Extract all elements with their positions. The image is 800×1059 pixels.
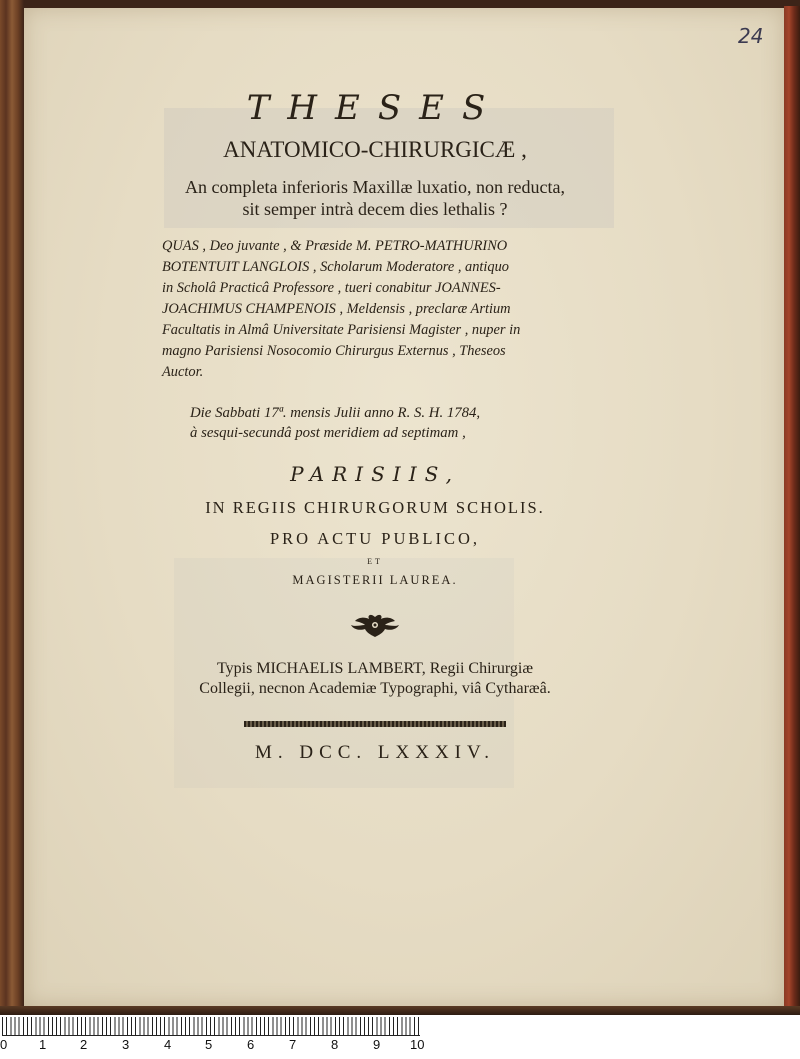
imprint-line: Typis MICHAELIS LAMBERT, Regii Chirurgiæ (217, 660, 533, 677)
paragraph-line: Facultatis in Almâ Universitate Parisiensi Magister , nuper in (162, 322, 521, 338)
ruler-label: 1 (39, 1037, 47, 1052)
laurea-line: MAGISTERII LAUREA. (292, 573, 458, 587)
date-line: à sesqui-secundâ post meridiem ad septimam , (190, 425, 466, 441)
ruler-label: 3 (122, 1037, 130, 1052)
paragraph-line: magno Parisiensi Nosocomio Chirurgus Externus , Theseos (162, 343, 506, 359)
ruler-label: 5 (205, 1037, 213, 1052)
defense-paragraph (150, 236, 600, 383)
decorative-rule (244, 721, 506, 727)
imprint-line: Collegii, necnon Academiæ Typographi, viâ Cytharæâ. (199, 680, 551, 697)
floral-ornament-icon (345, 611, 405, 641)
ruler-label: 9 (373, 1037, 381, 1052)
title-page-text (150, 80, 600, 765)
ruler-label: 0 (0, 1037, 8, 1052)
publication-year: M. DCC. LXXXIV. (254, 742, 496, 763)
ruler-label: 6 (247, 1037, 255, 1052)
et-word: ET (367, 557, 383, 566)
ruler-label: 10 (410, 1037, 425, 1052)
paragraph-line: in Scholâ Practicâ Professore , tueri conabitur JOANNES- (162, 280, 501, 296)
date-line: Die Sabbati 17ª. mensis Julii anno R. S. H. 1784, (190, 405, 481, 421)
ruler-ticks (2, 1017, 420, 1036)
imprint (150, 659, 600, 699)
place-name: PARISIIS, (290, 462, 460, 486)
question-line: An completa inferioris Maxillæ luxatio, non reducta, (185, 177, 565, 197)
paragraph-line: BOTENTUIT LANGLOIS , Scholarum Moderatore , antiquo (162, 259, 509, 275)
paragraph-line: QUAS , Deo juvante , & Præside M. PETRO-MATHURINO (162, 238, 508, 254)
ruler-label: 8 (331, 1037, 339, 1052)
thesis-question (150, 176, 600, 220)
ruler-label: 4 (164, 1037, 172, 1052)
page-edge (784, 6, 800, 1010)
defense-date (150, 403, 600, 443)
act-line: PRO ACTU PUBLICO, (269, 529, 481, 548)
paragraph-line: Auctor. (162, 364, 204, 380)
ruler-label: 2 (80, 1037, 88, 1052)
page-subtitle: ANATOMICO-CHIRURGICÆ , (223, 137, 527, 162)
page-title: THESES (246, 88, 504, 128)
paragraph-line: JOACHIMUS CHAMPENOIS , Meldensis , preclaræ Artium (162, 301, 511, 317)
folio-number: 24 (738, 24, 764, 48)
scale-ruler (0, 1017, 800, 1059)
question-line: sit semper intrà decem dies lethalis ? (242, 199, 508, 219)
page-bottom-edge (0, 1006, 800, 1015)
schools-line: IN REGIIS CHIRURGORUM SCHOLIS. (205, 498, 545, 517)
ruler-label: 7 (289, 1037, 297, 1052)
